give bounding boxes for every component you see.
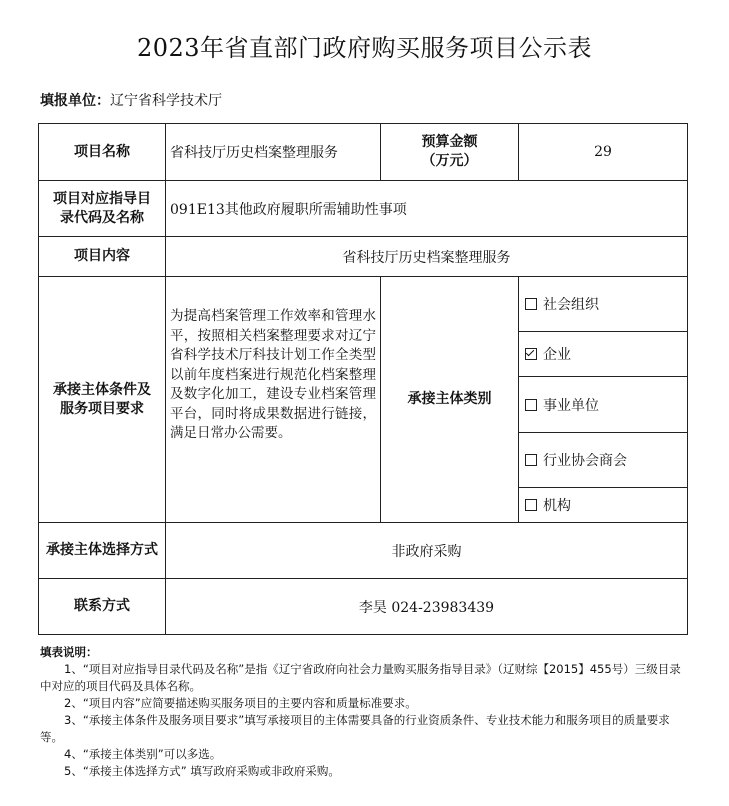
- row-catalog: [39, 181, 688, 237]
- entity-type-option-label: 事业单位: [543, 397, 599, 414]
- entity-type-option[interactable]: [519, 277, 688, 332]
- requirements-label-line1: 承接主体条件及: [53, 381, 151, 398]
- checkbox-icon: [525, 499, 537, 511]
- entity-type-option[interactable]: [519, 433, 688, 488]
- page-title: 2023年省直部门政府购买服务项目公示表: [136, 34, 593, 62]
- contact-label: 联系方式: [39, 579, 166, 635]
- method-value: 非政府采购: [166, 523, 688, 579]
- entity-type-option-label: 企业: [543, 347, 571, 363]
- catalog-label: [39, 181, 166, 237]
- note-item: 2、“项目内容”应简要描述购买服务项目的主要内容和质量标准要求。: [64, 696, 417, 710]
- method-label: 承接主体选择方式: [39, 523, 166, 579]
- entity-type-label: 承接主体类别: [381, 277, 519, 523]
- requirements-value: 为提高档案管理工作效率和管理水平，按照相关档案整理要求对辽宁省科学技术厅科技计划工作全类型以前年度档案进行规范化档案整理及数字化加工，建设专业档案管理平台，同时将成果数据进行链接，满足日常办公需要。: [166, 277, 381, 523]
- row-project-name: [39, 124, 688, 181]
- checkbox-icon: [525, 298, 537, 310]
- catalog-label-line1: 项目对应指导目: [53, 190, 151, 207]
- checkbox-icon: [525, 399, 537, 411]
- budget-label-line1: 预算金额: [421, 134, 478, 150]
- project-name-label: 项目名称: [39, 124, 166, 181]
- entity-type-option-label: 行业协会商会: [543, 453, 627, 469]
- filler-unit: [40, 90, 222, 110]
- content-value: 省科技厅历史档案整理服务: [166, 237, 688, 277]
- checkbox-icon: [525, 454, 537, 466]
- entity-type-option-label: 社会组织: [543, 297, 599, 313]
- entity-type-option[interactable]: [519, 488, 688, 523]
- catalog-value: 091E13其他政府履职所需辅助性事项: [166, 181, 688, 237]
- note-item: 3、“承接主体条件及服务项目要求”填写承接项目的主体需要具备的行业资质条件、专业技术能力和服务项目的质量要求等。: [40, 713, 670, 744]
- notes: [40, 644, 690, 780]
- requirements-label: [39, 277, 166, 523]
- filler-unit-value: 辽宁省科学技术厅: [110, 93, 222, 109]
- catalog-label-line2: 录代码及名称: [60, 209, 144, 226]
- budget-label-line2: （万元）: [421, 153, 478, 169]
- entity-type-option[interactable]: [519, 332, 688, 377]
- budget-value: 29: [519, 124, 688, 181]
- row-contact: [39, 579, 688, 635]
- note-item: 5、“承接主体选择方式” 填写政府采购或非政府采购。: [64, 764, 340, 778]
- notes-heading: 填表说明：: [40, 645, 98, 659]
- row-content: [39, 237, 688, 277]
- requirements-label-line2: 服务项目要求: [60, 400, 144, 417]
- content-label: 项目内容: [39, 237, 166, 277]
- entity-type-option[interactable]: [519, 377, 688, 433]
- budget-label: [381, 124, 519, 181]
- entity-type-option-label: 机构: [543, 498, 571, 514]
- row-requirements: [39, 277, 688, 332]
- note-item: 1、“项目对应指导目录代码及名称”是指《辽宁省政府向社会力量购买服务指导目录》（辽财综【2015】455号）三级目录中对应的项目代码及具体名称。: [40, 662, 681, 693]
- contact-value: 李昊 024-23983439: [166, 579, 688, 635]
- row-method: [39, 523, 688, 579]
- note-item: 4、“承接主体类别”可以多选。: [64, 747, 222, 761]
- project-table: [38, 123, 688, 635]
- filler-unit-label: 填报单位：: [40, 93, 110, 109]
- project-name-value: 省科技厅历史档案整理服务: [166, 124, 381, 181]
- checkbox-checked-icon: [525, 348, 537, 360]
